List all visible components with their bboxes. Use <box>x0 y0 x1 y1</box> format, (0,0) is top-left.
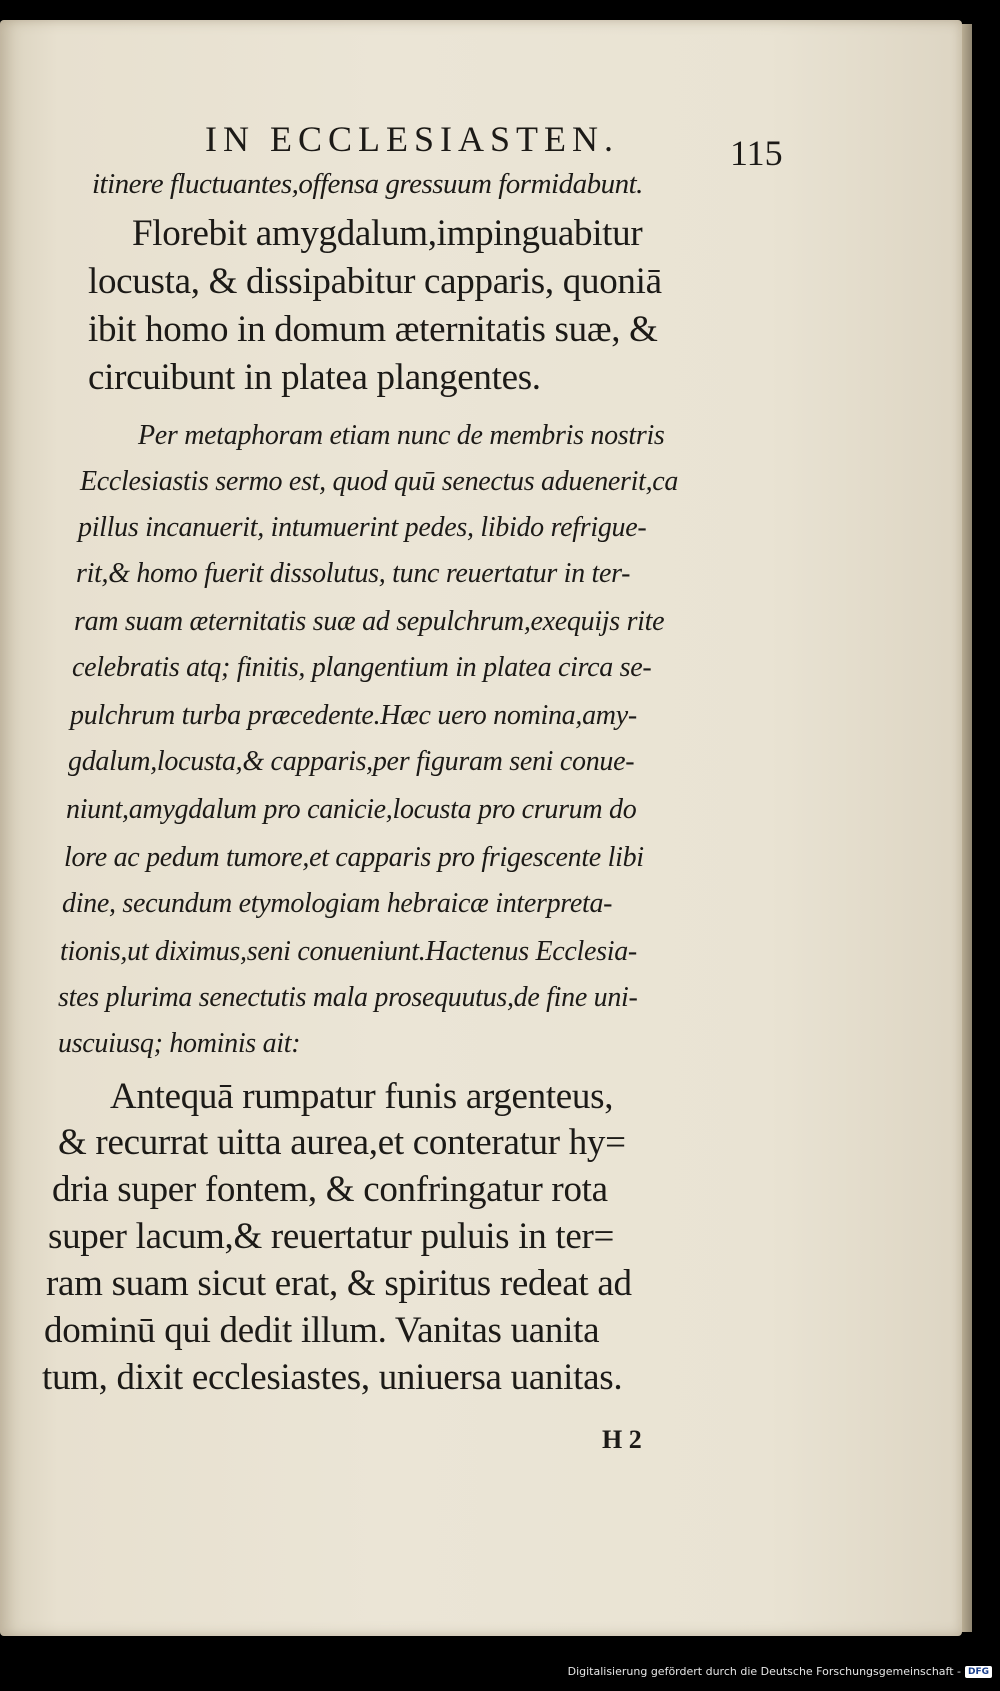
commentary-line: dine, secundum etymologiam hebraicæ interpreta- <box>62 888 613 919</box>
verse-1-line: circuibunt in platea plangentes. <box>88 357 541 398</box>
verse-1-line: locusta, & dissipabitur capparis, quoniā <box>88 261 662 302</box>
commentary-line: pulchrum turba præcedente.Hæc uero nomina,amy- <box>70 700 637 731</box>
verse-2-line: & recurrat uitta aurea,et conteratur hy= <box>58 1122 626 1163</box>
verse-1-line: Florebit amygdalum,impinguabitur <box>132 213 643 254</box>
verse-1-line: ibit homo in domum æternitatis suæ, & <box>88 309 658 350</box>
page-edge <box>962 24 972 1632</box>
credit-text: Digitalisierung gefördert durch die Deutsche Forschungsgemeinschaft - <box>567 1665 961 1678</box>
commentary-line: lore ac pedum tumore,et capparis pro frigescente libi <box>64 842 644 873</box>
commentary-line: niunt,amygdalum pro canicie,locusta pro crurum do <box>66 794 637 825</box>
commentary-line: uscuiusq; hominis ait: <box>58 1028 301 1059</box>
verse-2-line: dominū qui dedit illum. Vanitas uanita <box>44 1310 600 1351</box>
verse-2-line: dria super fontem, & confringatur rota <box>52 1169 608 1210</box>
commentary-line: celebratis atq; finitis, plangentium in platea circa se- <box>72 652 652 683</box>
running-head: IN ECCLESIASTEN. <box>205 119 619 159</box>
commentary-line: stes plurima senectutis mala prosequutus,de fine uni- <box>58 982 638 1013</box>
commentary-line: Per metaphoram etiam nunc de membris nostris <box>138 420 665 451</box>
commentary-line: rit,& homo fuerit dissolutus, tunc reuertatur in ter- <box>76 558 631 589</box>
lead-line: itinere fluctuantes,offensa gressuum formidabunt. <box>92 168 643 200</box>
verse-2-line: Antequā rumpatur funis argenteus, <box>110 1076 614 1117</box>
commentary-line: pillus incanuerit, intumuerint pedes, libido refrigue- <box>78 512 647 543</box>
verse-2-line: tum, dixit ecclesiastes, uniuersa uanitas. <box>42 1357 623 1398</box>
dfg-logo: DFG <box>965 1666 992 1678</box>
verse-2-line: ram suam sicut erat, & spiritus redeat ad <box>46 1263 632 1304</box>
commentary-line: ram suam æternitatis suæ ad sepulchrum,exequijs rite <box>74 606 665 637</box>
commentary-line: tionis,ut diximus,seni conueniunt.Hactenus Ecclesia- <box>60 936 637 967</box>
commentary-line: Ecclesiastis sermo est, quod quū senectus aduenerit,ca <box>80 466 679 497</box>
page-number: 115 <box>730 133 783 173</box>
verse-2-line: super lacum,& reuertatur puluis in ter= <box>48 1216 615 1257</box>
signature-mark: H 2 <box>602 1425 642 1454</box>
digitization-credit <box>568 1665 992 1678</box>
commentary-line: gdalum,locusta,& capparis,per figuram seni conue- <box>68 746 635 777</box>
